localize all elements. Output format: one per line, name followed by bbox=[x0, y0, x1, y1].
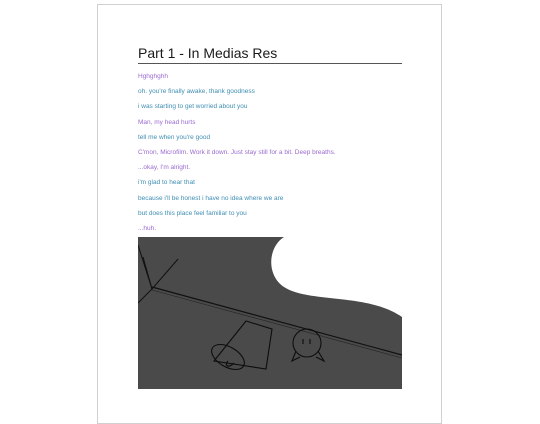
dialogue-line: Man, my head hurts bbox=[138, 118, 196, 126]
dialogue-line: Hghghghh bbox=[138, 73, 168, 80]
page-title: Part 1 - In Medias Res bbox=[138, 45, 278, 61]
document-page bbox=[97, 4, 442, 424]
dialogue-line: because i'll be honest i have no idea where we are bbox=[138, 194, 284, 202]
dialogue-line: ...huh. bbox=[138, 225, 157, 233]
dialogue-line: oh. you're finally awake, thank goodness bbox=[138, 88, 255, 96]
dialogue-line: C'mon, Microfilm. Work it down. Just stay still for a bit. Deep breaths. bbox=[138, 149, 336, 157]
dialogue-line: i was starting to get worried about you bbox=[138, 103, 248, 111]
illustration-image bbox=[138, 237, 402, 389]
dialogue-line: i'm glad to hear that bbox=[138, 179, 195, 187]
dialogue-line: tell me when you're good bbox=[138, 133, 211, 141]
title-divider bbox=[138, 63, 402, 64]
dialogue-line: ...okay, I'm alright. bbox=[138, 164, 191, 172]
dialogue-list bbox=[138, 69, 408, 236]
dialogue-line: but does this place feel familiar to you bbox=[138, 209, 247, 217]
